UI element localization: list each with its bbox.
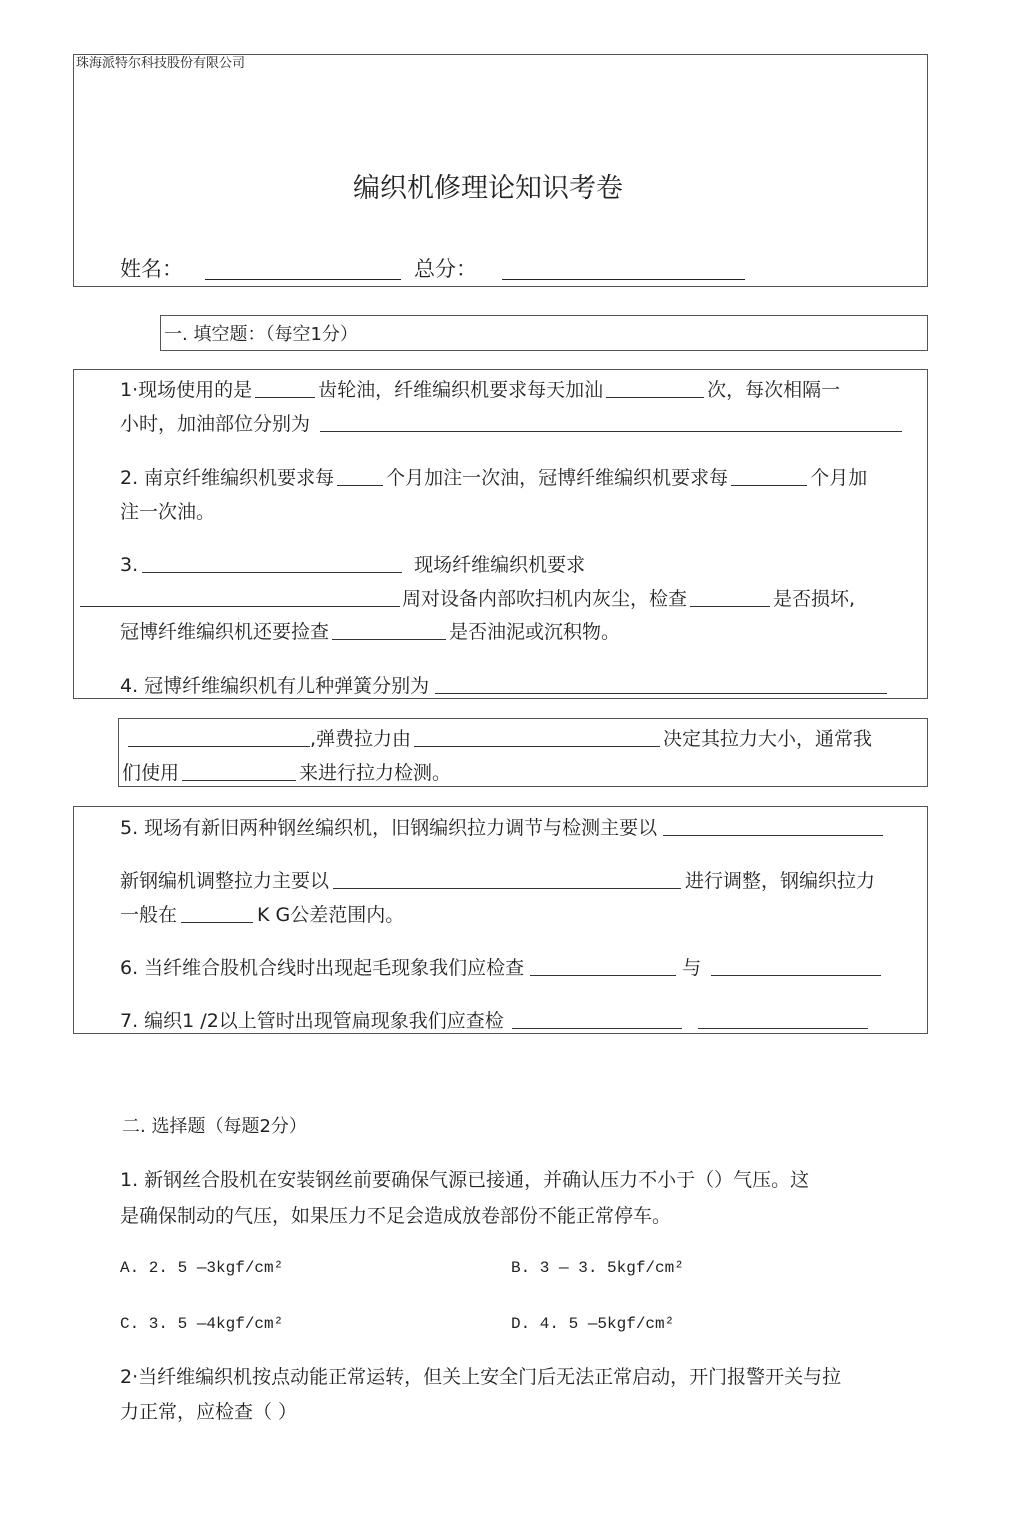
q4-blank-1[interactable]: [435, 677, 887, 694]
s2-q1-option-b[interactable]: B. 3 — 3. 5kgf/cm²: [511, 1259, 684, 1277]
q3-part-a: 3.: [120, 554, 139, 576]
q5-blank-2[interactable]: [333, 872, 681, 889]
q5-part-c: 进行调整，钢编织拉力: [685, 870, 876, 892]
name-label: 姓名：: [120, 257, 183, 281]
q1-part-c: 次，每次相隔一: [707, 379, 841, 401]
q3-part-c: 周对设备内部吹扫机内灰尘，检查: [402, 588, 688, 610]
q4-part-c: 决定其拉力大小，通常我: [663, 728, 873, 750]
section1-heading: 一. 填空题：（每空1分）: [164, 324, 358, 345]
q5-line3: [120, 906, 404, 925]
q2-part-a: 2. 南京纤维编织机要求每: [120, 467, 335, 489]
q1-line2: [120, 415, 902, 434]
q6-blank-1[interactable]: [530, 959, 676, 976]
q4-blank-3[interactable]: [414, 730, 660, 747]
q2-line1: [120, 469, 867, 488]
s2-q1-line1: 1. 新钢丝合股机在安装钢丝前要确保气源已接通，并确认压力不小于（）气压。这: [120, 1169, 810, 1191]
q4-blank-2[interactable]: [128, 730, 310, 747]
q3-blank-3[interactable]: [690, 590, 770, 607]
q6-part-b: 与: [682, 957, 702, 979]
q5-part-e: K G公差范围内。: [257, 904, 405, 926]
q5-part-a: 5. 现场有新旧两种钢丝编织机，旧钢编织拉力调节与检测主要以: [120, 817, 658, 839]
q3-line2: [80, 590, 855, 609]
q2-part-d: 注一次油。: [120, 501, 216, 523]
q3-part-d: 是否损坏,: [773, 588, 856, 610]
q5-blank-1[interactable]: [663, 819, 883, 836]
q1-line1: [120, 381, 840, 400]
q3-part-b: 现场纤维编织机要求: [414, 554, 586, 576]
q3-blank-4[interactable]: [332, 623, 446, 640]
q3-blank-2[interactable]: [80, 590, 400, 607]
q4-part-e: 来进行拉力检测。: [299, 762, 452, 784]
s2-q1-option-c[interactable]: C. 3. 5 —4kgf/cm²: [120, 1315, 284, 1333]
s2-q2-line2: 力正常，应检查（ ）: [120, 1401, 298, 1423]
s2-q1-line2: 是确保制动的气压，如果压力不足会造成放卷部份不能正常停车。: [120, 1205, 672, 1227]
q5-part-d: 一般在: [120, 904, 178, 926]
q3-line3: [120, 623, 620, 642]
s2-q1-option-d[interactable]: D. 4. 5 —5kgf/cm²: [511, 1315, 675, 1333]
q3-blank-1[interactable]: [142, 556, 402, 573]
q1-part-b: 齿轮油，纤维编织机要求每天加汕: [318, 379, 604, 401]
score-field-line[interactable]: [502, 279, 745, 280]
q6-part-a: 6. 当纤维合股机合线时出现起毛现象我们应检查: [120, 957, 525, 979]
q5-line1: [120, 819, 883, 838]
q7-blank-2[interactable]: [698, 1012, 868, 1029]
name-field-line[interactable]: [205, 279, 401, 280]
q2-part-b: 个月加注一次油，冠博纤维编织机要求每: [386, 467, 729, 489]
q1-part-d: 小时，加油部位分别为: [120, 413, 311, 435]
q1-blank-2[interactable]: [606, 381, 704, 398]
q4-blank-4[interactable]: [182, 764, 296, 781]
q3-part-e: 冠博纤维编织机还要捡查: [120, 621, 330, 643]
s2-q1-option-a[interactable]: A. 2. 5 —3kgf/cm²: [120, 1259, 284, 1277]
q2-part-c: 个月加: [810, 467, 868, 489]
company-name: 珠海派特尔科技股份有限公司: [76, 56, 246, 71]
s2-q2-line1: 2·当纤维编织机按点动能正常运转，但关上安全门后无法正常启动，开门报警开关与拉: [120, 1366, 842, 1388]
q1-blank-1[interactable]: [255, 381, 315, 398]
q2-blank-2[interactable]: [731, 469, 807, 486]
q5-blank-3[interactable]: [181, 906, 253, 923]
q4-line2: [122, 730, 872, 749]
q4-part-b: ,弹费拉力由: [310, 728, 412, 750]
q6-blank-2[interactable]: [711, 959, 881, 976]
q5-part-b: 新钢编机调整拉力主要以: [120, 870, 330, 892]
q1-part-a: 1·现场使用的是: [120, 379, 253, 401]
q7-line: [120, 1012, 868, 1031]
q3-part-f: 是否油泥或沉积物。: [449, 621, 621, 643]
q3-line1: [120, 556, 585, 575]
page-title: 编织机修理论知识考卷: [353, 173, 623, 204]
q6-line: [120, 959, 881, 978]
q4-line3: [122, 764, 451, 783]
score-label: 总分：: [414, 257, 477, 281]
header-box: [73, 54, 928, 287]
q2-blank-1[interactable]: [337, 469, 383, 486]
section2-heading: 二. 选择题（每题2分）: [122, 1116, 307, 1137]
q7-part-a: 7. 编织1 /2以上管时出现管扁现象我们应查检: [120, 1010, 504, 1032]
q7-blank-1[interactable]: [512, 1012, 682, 1029]
q4-part-a: 4. 冠博纤维编织机有儿种弹簧分别为: [120, 675, 430, 697]
q1-blank-3[interactable]: [320, 415, 902, 432]
q5-line2: [120, 872, 875, 891]
q4-line1: [120, 677, 887, 696]
q4-part-d: 们使用: [122, 762, 180, 784]
